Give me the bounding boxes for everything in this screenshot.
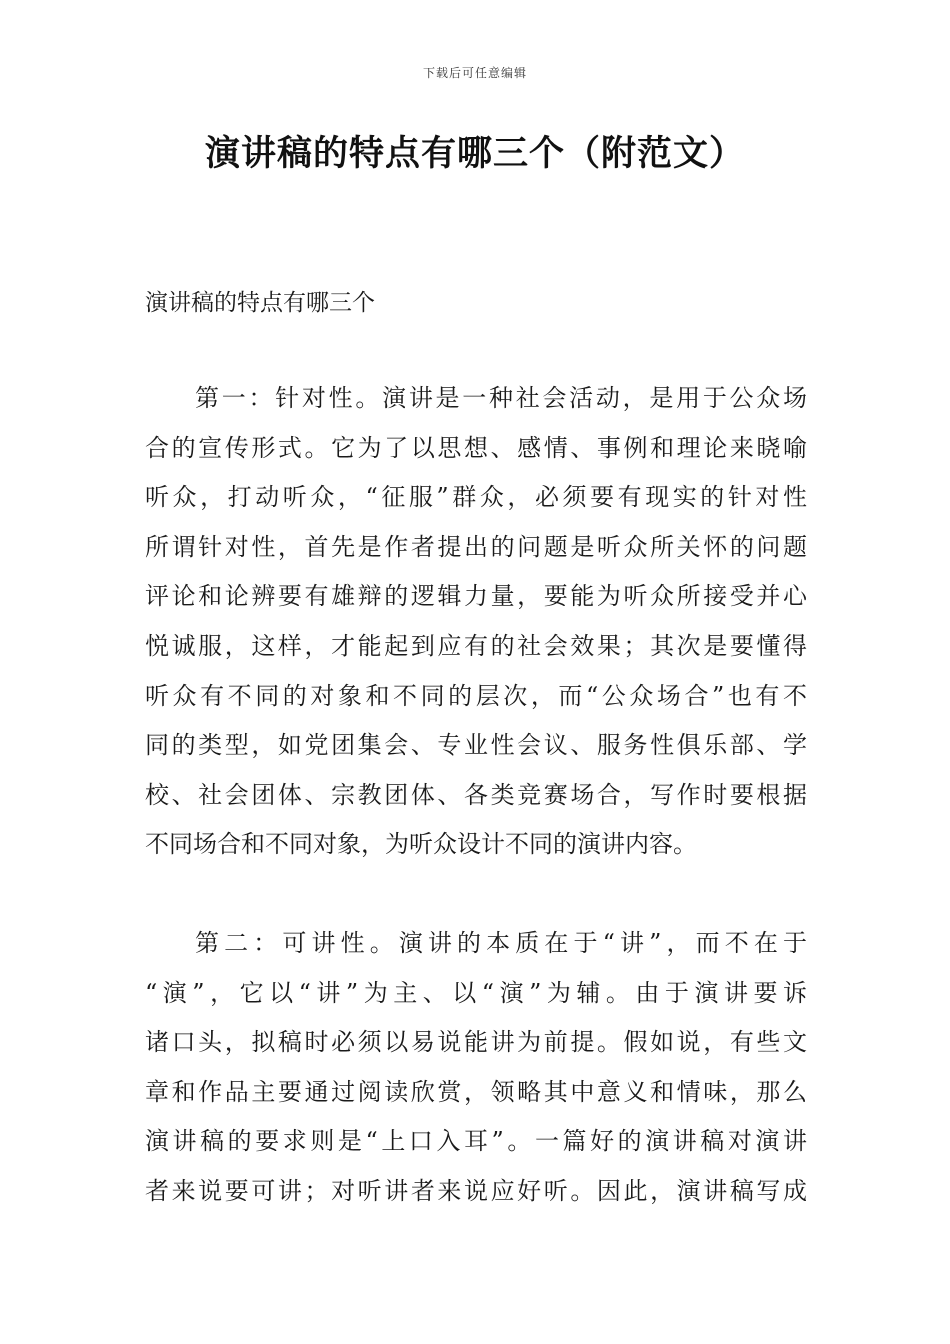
paragraph-line: 诸口头，拟稿时必须以易说能讲为前提。假如说，有些文 xyxy=(145,1028,807,1057)
paragraph-line: 章和作品主要通过阅读欣赏，领略其中意义和情味，那么 xyxy=(145,1077,807,1106)
paragraph-line: 听众有不同的对象和不同的层次，而“公众场合”也有不 xyxy=(145,681,807,710)
paragraph-line: 听众，打动听众，“征服”群众，必须要有现实的针对性 xyxy=(145,483,807,512)
section-heading: 演讲稿的特点有哪三个 xyxy=(145,290,375,316)
paragraph-line: 同的类型，如党团集会、专业性会议、服务性俱乐部、学 xyxy=(145,731,807,760)
paragraph-line: “演”，它以“讲”为主、以“演”为辅。由于演讲要诉 xyxy=(145,978,807,1007)
paragraph-2 xyxy=(145,919,807,1217)
paragraph-line: 评论和论辨要有雄辩的逻辑力量，要能为听众所接受并心 xyxy=(145,582,807,611)
paragraph-1 xyxy=(145,374,807,870)
paragraph-line: 不同场合和不同对象，为听众设计不同的演讲内容。 xyxy=(145,830,697,859)
paragraph-line: 合的宣传形式。它为了以思想、感情、事例和理论来晓喻 xyxy=(145,433,807,462)
paragraph-line: 者来说要可讲；对听讲者来说应好听。因此，演讲稿写成 xyxy=(145,1176,807,1205)
paragraph-line: 校、社会团体、宗教团体、各类竞赛场合，写作时要根据 xyxy=(145,780,807,809)
paragraph-line: 第二：可讲性。演讲的本质在于“讲”，而不在于 xyxy=(195,929,807,957)
document-title: 演讲稿的特点有哪三个（附范文） xyxy=(204,134,745,174)
paragraph-line: 所谓针对性，首先是作者提出的问题是听众所关怀的问题 xyxy=(145,532,807,561)
paragraph-line: 第一：针对性。演讲是一种社会活动，是用于公众场 xyxy=(195,384,807,412)
paragraph-line: 演讲稿的要求则是“上口入耳”。一篇好的演讲稿对演讲 xyxy=(145,1127,807,1156)
header-note: 下载后可任意编辑 xyxy=(422,66,527,80)
paragraph-line: 悦诚服，这样，才能起到应有的社会效果；其次是要懂得 xyxy=(145,631,807,660)
